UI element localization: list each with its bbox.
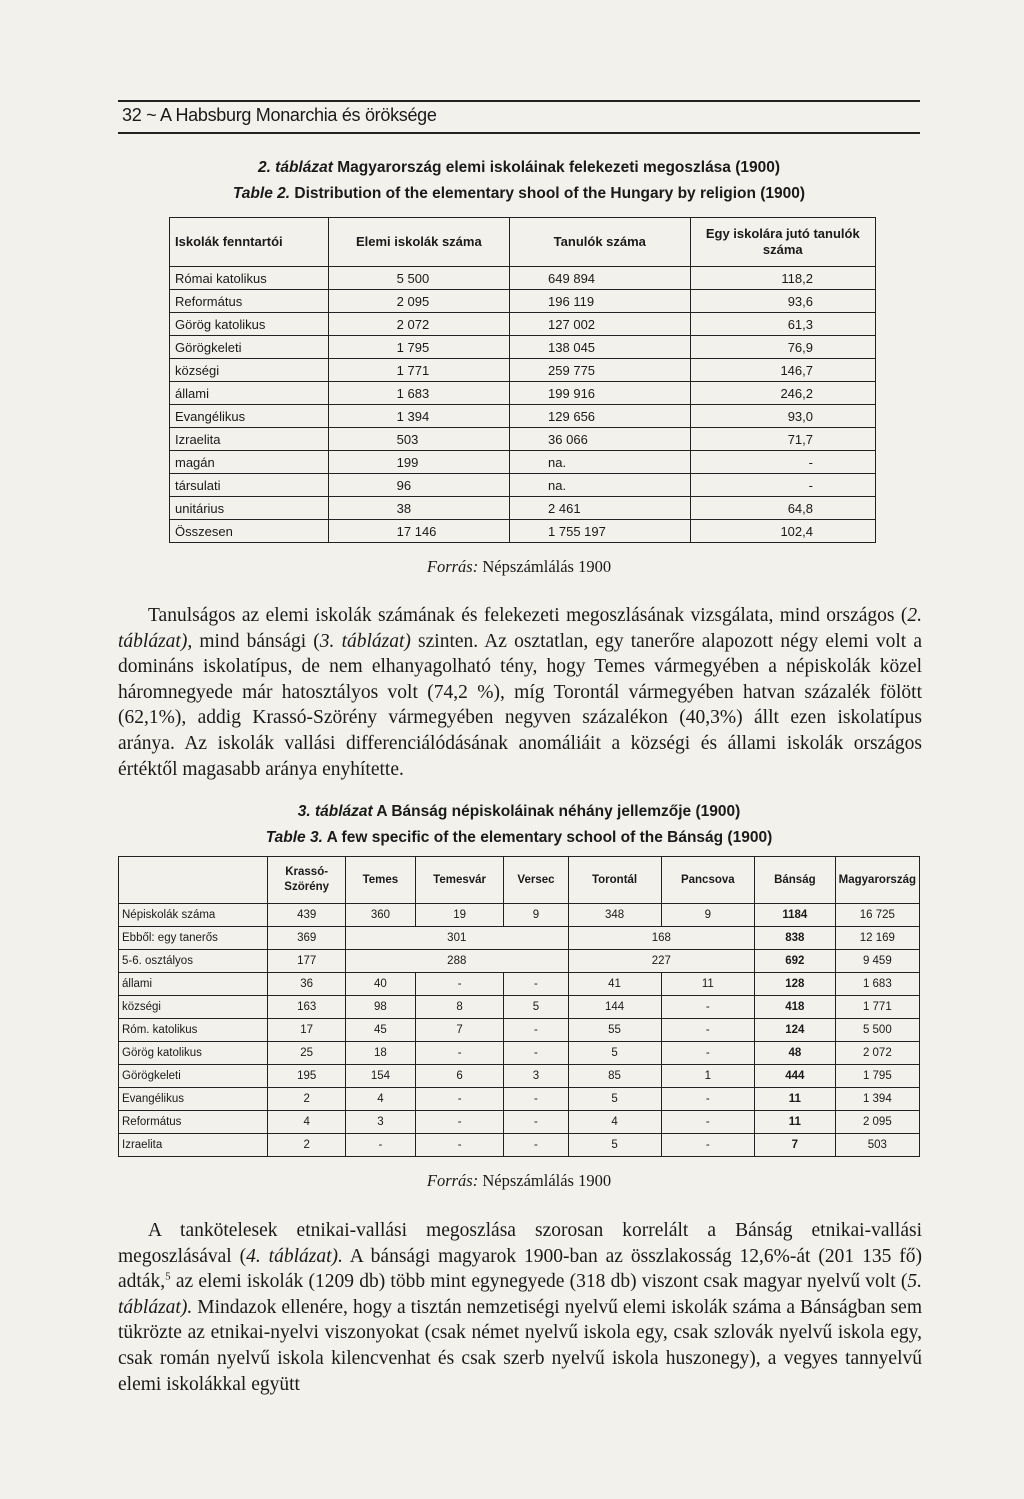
table-cell: 360 bbox=[346, 904, 416, 927]
table-cell: - bbox=[504, 1042, 568, 1065]
table-cell: 1 795 bbox=[328, 336, 509, 359]
table-row bbox=[170, 474, 876, 497]
table-row bbox=[170, 313, 876, 336]
row-label-cell: állami bbox=[170, 382, 329, 405]
table-cell: 1 771 bbox=[835, 996, 919, 1019]
table-cell: 4 bbox=[268, 1111, 346, 1134]
table2-caption-en bbox=[118, 183, 920, 205]
table-cell: 288 bbox=[346, 950, 568, 973]
row-label-cell: társulati bbox=[170, 474, 329, 497]
paragraph-text: Mindazok ellenére, hogy a tisztán nemzetiségi nyelvű elemi iskolák száma a Bánságban sem tükrözte az etnikai-nyelvi viszonyokat (csak német nyelvű iskola egy, csak szlovák nyelvű iskola egy, csak román nyelvű iskola kilencvenhat és csak szerb nyelvű iskola huszonegy), a vegyes tannyelvű elemi iskolákkal együtt bbox=[118, 1296, 922, 1395]
table-cell: 259 775 bbox=[510, 359, 691, 382]
table-cell: 195 bbox=[268, 1065, 346, 1088]
table-row bbox=[170, 336, 876, 359]
table3-title-en: A few specific of the elementary school of the Bánság (1900) bbox=[322, 829, 773, 846]
table-cell: - bbox=[415, 1042, 504, 1065]
table3-header-cell bbox=[119, 857, 268, 904]
table-row bbox=[170, 451, 876, 474]
row-label-cell: állami bbox=[119, 973, 268, 996]
table-row bbox=[119, 1134, 920, 1157]
table-cell: - bbox=[690, 451, 875, 474]
table-cell: 61,3 bbox=[690, 313, 875, 336]
table-cell: 1 795 bbox=[835, 1065, 919, 1088]
table-cell: 96 bbox=[328, 474, 509, 497]
table-cell: 2 bbox=[268, 1088, 346, 1111]
row-label-cell: Református bbox=[119, 1111, 268, 1134]
table-cell: 838 bbox=[755, 927, 836, 950]
row-label-cell: Római katolikus bbox=[170, 267, 329, 290]
table-cell: 64,8 bbox=[690, 497, 875, 520]
table-cell: 11 bbox=[661, 973, 754, 996]
table3-header-cell: Krassó-Szörény bbox=[268, 857, 346, 904]
table-row bbox=[119, 1042, 920, 1065]
table-cell: - bbox=[415, 973, 504, 996]
table-cell: - bbox=[661, 1019, 754, 1042]
table3-header-row bbox=[119, 857, 920, 904]
table-cell: - bbox=[415, 1134, 504, 1157]
table-cell: 48 bbox=[755, 1042, 836, 1065]
table-cell: 692 bbox=[755, 950, 836, 973]
table3-source bbox=[118, 1170, 920, 1192]
table-cell: 246,2 bbox=[690, 382, 875, 405]
table-row bbox=[119, 1019, 920, 1042]
row-label-cell: Népiskolák száma bbox=[119, 904, 268, 927]
paragraph-1 bbox=[118, 603, 922, 782]
table-cell: 6 bbox=[415, 1065, 504, 1088]
running-head-text: 32 ~ A Habsburg Monarchia és öröksége bbox=[122, 105, 437, 125]
table-row bbox=[119, 904, 920, 927]
table3-header-cell: Magyarország bbox=[835, 857, 919, 904]
table-cell: 19 bbox=[415, 904, 504, 927]
row-label-cell: Görög katolikus bbox=[119, 1042, 268, 1065]
table-cell: 7 bbox=[415, 1019, 504, 1042]
table-cell: 163 bbox=[268, 996, 346, 1019]
table-row bbox=[119, 996, 920, 1019]
footnote-marker: 5 bbox=[165, 1270, 171, 1283]
table-cell: 301 bbox=[346, 927, 568, 950]
table-cell: 4 bbox=[568, 1111, 661, 1134]
table-cell: 16 725 bbox=[835, 904, 919, 927]
table-row bbox=[119, 927, 920, 950]
table-cell: 11 bbox=[755, 1111, 836, 1134]
table3-caption-hu bbox=[118, 801, 920, 823]
table-cell: - bbox=[504, 1134, 568, 1157]
table-row bbox=[119, 950, 920, 973]
table-cell: 439 bbox=[268, 904, 346, 927]
table-cell: - bbox=[661, 1088, 754, 1111]
table3 bbox=[118, 856, 920, 1157]
table3-header-cell: Pancsova bbox=[661, 857, 754, 904]
table-cell: 25 bbox=[268, 1042, 346, 1065]
table-row bbox=[119, 973, 920, 996]
table-cell: - bbox=[504, 1111, 568, 1134]
table3-header-cell: Torontál bbox=[568, 857, 661, 904]
table-cell: 129 656 bbox=[510, 405, 691, 428]
table-cell: 5 500 bbox=[328, 267, 509, 290]
table2-header-cell: Elemi iskolák száma bbox=[328, 218, 509, 267]
table-cell: 649 894 bbox=[510, 267, 691, 290]
table-cell: 71,7 bbox=[690, 428, 875, 451]
table-cell: na. bbox=[510, 451, 691, 474]
row-label-cell: Görögkeleti bbox=[170, 336, 329, 359]
table-cell: 144 bbox=[568, 996, 661, 1019]
table-cell: 124 bbox=[755, 1019, 836, 1042]
table-row bbox=[170, 290, 876, 313]
table-cell: 146,7 bbox=[690, 359, 875, 382]
table-cell: 76,9 bbox=[690, 336, 875, 359]
row-label-cell: Izraelita bbox=[119, 1134, 268, 1157]
row-label-cell: Görögkeleti bbox=[119, 1065, 268, 1088]
table-cell: 5 bbox=[568, 1088, 661, 1111]
table-row bbox=[170, 497, 876, 520]
table3-source-label: Forrás: bbox=[426, 1171, 479, 1190]
table-cell: 348 bbox=[568, 904, 661, 927]
table2-title-en: Distribution of the elementary shool of the Hungary by religion (1900) bbox=[290, 185, 806, 202]
table-cell: 444 bbox=[755, 1065, 836, 1088]
table-cell: na. bbox=[510, 474, 691, 497]
row-label-cell: unitárius bbox=[170, 497, 329, 520]
table-cell: 2 461 bbox=[510, 497, 691, 520]
paragraph-text: A bánsági magyarok 1900-ban az összlakosság 12,6%-át (201 135 fő) adták, bbox=[118, 1245, 922, 1293]
table-row bbox=[170, 382, 876, 405]
table-cell: 8 bbox=[415, 996, 504, 1019]
paragraph-text: az elemi iskolák (1209 db) több mint egynegyede (318 db) viszont csak magyar nyelvű volt ( bbox=[170, 1271, 908, 1293]
row-label-cell: Ebből: egy tanerős bbox=[119, 927, 268, 950]
table-row bbox=[119, 1065, 920, 1088]
table-cell: 9 bbox=[504, 904, 568, 927]
table-cell: 138 045 bbox=[510, 336, 691, 359]
table-row bbox=[170, 405, 876, 428]
table-cell: 5 bbox=[568, 1134, 661, 1157]
table-cell: 118,2 bbox=[690, 267, 875, 290]
row-label-cell: magán bbox=[170, 451, 329, 474]
table-reference: 2. táblázat), bbox=[118, 605, 922, 652]
row-label-cell: Róm. katolikus bbox=[119, 1019, 268, 1042]
table2-source-label: Forrás: bbox=[426, 557, 479, 576]
table-cell: 199 916 bbox=[510, 382, 691, 405]
table3-header-cell: Versec bbox=[504, 857, 568, 904]
paragraph-text: szinten. Az osztatlan, egy tanerőre alapozott négy elemi volt a domináns iskolatípus, de nem elhanyagolható tény, hogy Temes vármegyében a népiskolák közel háromnegyede már hatosztályos volt (74,2 %), míg Torontál vármegyében hatvan százalék fölött (62,1%), addig Krassó-Szörény vármegyében negyven százalékon (40,3%) állt ezen iskolatípus aránya. Az iskolák vallási differenciálódásának anomáliáit a községi és állami iskolák országos értéktől magasabb aránya enyhítette. bbox=[118, 630, 922, 780]
table2-header-row bbox=[170, 218, 876, 267]
table3-header-cell: Bánság bbox=[755, 857, 836, 904]
table-cell: 36 066 bbox=[510, 428, 691, 451]
table-cell: 128 bbox=[755, 973, 836, 996]
table-cell: 18 bbox=[346, 1042, 416, 1065]
table-cell: - bbox=[504, 973, 568, 996]
table-cell: 2 072 bbox=[835, 1042, 919, 1065]
table-cell: 40 bbox=[346, 973, 416, 996]
row-label-cell: Református bbox=[170, 290, 329, 313]
table-cell: 5 bbox=[568, 1042, 661, 1065]
running-header bbox=[118, 100, 920, 134]
table-cell: 503 bbox=[835, 1134, 919, 1157]
table3-label-en: Table 3. bbox=[265, 829, 323, 846]
table-cell: 418 bbox=[755, 996, 836, 1019]
table-cell: 38 bbox=[328, 497, 509, 520]
table-cell: 3 bbox=[504, 1065, 568, 1088]
table-reference: 3. táblázat) bbox=[319, 630, 411, 652]
table-cell: 227 bbox=[568, 950, 755, 973]
table-cell: 93,0 bbox=[690, 405, 875, 428]
table-cell: 85 bbox=[568, 1065, 661, 1088]
row-label-cell: Görög katolikus bbox=[170, 313, 329, 336]
table-cell: 1 683 bbox=[328, 382, 509, 405]
table-cell: 11 bbox=[755, 1088, 836, 1111]
table-cell: 98 bbox=[346, 996, 416, 1019]
table3-caption-en bbox=[118, 827, 920, 849]
table-cell: 168 bbox=[568, 927, 755, 950]
paragraph-text: A tankötelesek etnikai-vallási megoszlása szorosan korrelált a Bánság etnikai-vallási megoszlásával ( bbox=[118, 1220, 922, 1267]
row-label-cell: községi bbox=[170, 359, 329, 382]
table-cell: - bbox=[661, 996, 754, 1019]
table2 bbox=[169, 217, 876, 543]
row-label-cell: 5-6. osztályos bbox=[119, 950, 268, 973]
table-cell: 12 169 bbox=[835, 927, 919, 950]
table-row bbox=[170, 359, 876, 382]
table-cell: 9 459 bbox=[835, 950, 919, 973]
table-cell: 3 bbox=[346, 1111, 416, 1134]
table-cell: 127 002 bbox=[510, 313, 691, 336]
paragraph-text: mind bánsági ( bbox=[192, 630, 320, 652]
table2-caption-hu bbox=[118, 157, 920, 179]
table-cell: 2 095 bbox=[835, 1111, 919, 1134]
table3-label-hu: 3. táblázat bbox=[297, 803, 373, 820]
table-cell: 1184 bbox=[755, 904, 836, 927]
table-cell: 177 bbox=[268, 950, 346, 973]
row-label-cell: Evangélikus bbox=[119, 1088, 268, 1111]
table-cell: 1 394 bbox=[835, 1088, 919, 1111]
table-cell: 503 bbox=[328, 428, 509, 451]
row-label-cell: Evangélikus bbox=[170, 405, 329, 428]
table-cell: - bbox=[504, 1088, 568, 1111]
table2-header-cell: Iskolák fenntartói bbox=[170, 218, 329, 267]
table2-header-cell: Egy iskolára jutó tanulók száma bbox=[690, 218, 875, 267]
table-cell: - bbox=[661, 1111, 754, 1134]
table-cell: 4 bbox=[346, 1088, 416, 1111]
table-cell: 45 bbox=[346, 1019, 416, 1042]
table-cell: 154 bbox=[346, 1065, 416, 1088]
paragraph-text: Tanulságos az elemi iskolák számának és felekezeti megoszlásának vizsgálata, mind országos ( bbox=[148, 605, 908, 626]
paragraph-2 bbox=[118, 1218, 922, 1397]
row-label-cell: Összesen bbox=[170, 520, 329, 543]
table-cell: 1 771 bbox=[328, 359, 509, 382]
table-cell: 1 755 197 bbox=[510, 520, 691, 543]
table-cell: 369 bbox=[268, 927, 346, 950]
table-reference: 5. táblázat). bbox=[118, 1271, 922, 1318]
table-cell: 36 bbox=[268, 973, 346, 996]
table2-label-hu: 2. táblázat bbox=[257, 159, 333, 176]
table-cell: - bbox=[661, 1134, 754, 1157]
table-row bbox=[119, 1088, 920, 1111]
table-cell: 41 bbox=[568, 973, 661, 996]
table3-title-hu: A Bánság népiskoláinak néhány jellemzője (1900) bbox=[372, 803, 741, 820]
table2-header-cell: Tanulók száma bbox=[510, 218, 691, 267]
table-cell: 17 bbox=[268, 1019, 346, 1042]
table-reference: 4. táblázat). bbox=[246, 1245, 343, 1267]
table-cell: 5 500 bbox=[835, 1019, 919, 1042]
table-cell: 102,4 bbox=[690, 520, 875, 543]
table-cell: 55 bbox=[568, 1019, 661, 1042]
row-label-cell: Izraelita bbox=[170, 428, 329, 451]
table-cell: 2 072 bbox=[328, 313, 509, 336]
table-cell: 93,6 bbox=[690, 290, 875, 313]
table-row bbox=[170, 428, 876, 451]
table3-header-cell: Temesvár bbox=[415, 857, 504, 904]
table-cell: - bbox=[661, 1042, 754, 1065]
table2-title-hu: Magyarország elemi iskoláinak felekezeti megoszlása (1900) bbox=[332, 159, 781, 176]
table-cell: 199 bbox=[328, 451, 509, 474]
table3-header-cell: Temes bbox=[346, 857, 416, 904]
table-cell: 1 683 bbox=[835, 973, 919, 996]
table-cell: - bbox=[415, 1111, 504, 1134]
table-cell: - bbox=[346, 1134, 416, 1157]
table-cell: - bbox=[690, 474, 875, 497]
table-cell: 5 bbox=[504, 996, 568, 1019]
table-row bbox=[170, 267, 876, 290]
table2-label-en: Table 2. bbox=[232, 185, 291, 202]
table-cell: 7 bbox=[755, 1134, 836, 1157]
table-cell: 1 bbox=[661, 1065, 754, 1088]
table-cell: 17 146 bbox=[328, 520, 509, 543]
table-row bbox=[119, 1111, 920, 1134]
table-cell: 9 bbox=[661, 904, 754, 927]
table-cell: - bbox=[415, 1088, 504, 1111]
table3-source-text: Népszámlálás 1900 bbox=[478, 1171, 612, 1190]
table-cell: 1 394 bbox=[328, 405, 509, 428]
table2-source bbox=[118, 556, 920, 578]
row-label-cell: községi bbox=[119, 996, 268, 1019]
table-cell: 2 095 bbox=[328, 290, 509, 313]
table-cell: - bbox=[504, 1019, 568, 1042]
table-cell: 2 bbox=[268, 1134, 346, 1157]
table-cell: 196 119 bbox=[510, 290, 691, 313]
table2-source-text: Népszámlálás 1900 bbox=[478, 557, 612, 576]
table-row bbox=[170, 520, 876, 543]
